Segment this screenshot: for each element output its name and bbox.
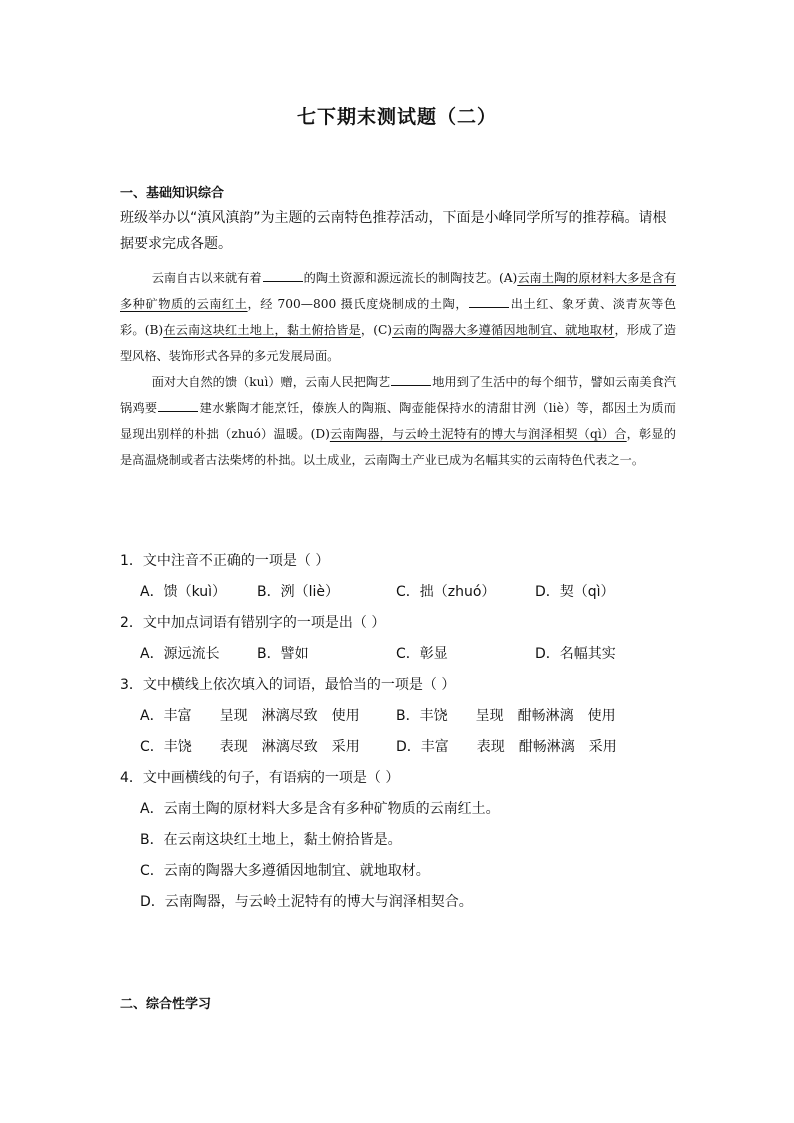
passage-text: 云南自古以来就有着: [151, 271, 262, 285]
option-b[interactable]: B．譬如: [257, 646, 309, 662]
option-c[interactable]: C．拙（zhuó）: [396, 584, 496, 600]
underlined-sentence-c: 云南的陶器大多遵循因地制宜、就地取材: [392, 323, 615, 337]
question-stem: 1．文中注音不正确的一项是（ ）: [120, 553, 330, 569]
question-options: [120, 701, 700, 732]
passage-text: ，彰显的是高温烧制或者古法柴烤的朴拙。以土成业，云南陶土产业已成为名幅其实的云南特色代表之一。: [120, 427, 676, 467]
passage-text: 面对大自然的馈（kuì）赠，云南人民把陶艺: [151, 375, 391, 389]
underlined-sentence-a: 云南土陶的原材料大多是含有多种矿物质的云南红土: [120, 271, 677, 311]
fill-blank: [391, 373, 431, 386]
page-title: 七下期末测试题（二）: [296, 106, 497, 128]
question-options: [120, 732, 700, 763]
underlined-sentence-d: 云南陶器，与云岭土泥特有的博大与润泽相契（qì）合: [329, 427, 627, 441]
passage-text: ，形成了造型风格、装饰形式各异的多元发展局面。: [120, 323, 677, 363]
passage-text: 地用到了生活中的每个细节，譬如云南美食汽锅鸡要: [120, 375, 676, 415]
question-stem: 2．文中加点词语有错别字的一项是出（ ）: [120, 615, 386, 631]
fill-blank: [263, 269, 303, 282]
option-d[interactable]: D．云南陶器，与云岭土泥特有的博大与润泽相契合。: [140, 894, 473, 910]
option-c[interactable]: C．云南的陶器大多遵循因地制宜、就地取材。: [140, 863, 430, 879]
passage-text: 建水紫陶才能烹饪，傣族人的陶瓶、陶壶能保持水的清甜甘洌（liè）等，都因土为质而显现出别样的朴拙（zhuó）温暖。(D): [120, 401, 676, 441]
option-a[interactable]: A．云南土陶的原材料大多是含有多种矿物质的云南红土。: [140, 801, 500, 817]
fill-blank: [158, 399, 198, 412]
passage-paragraph-1: [120, 265, 676, 369]
passage-paragraph-2: [120, 369, 676, 473]
underlined-sentence-b: 在云南这块红土地上，黏土俯拾皆是: [163, 323, 361, 337]
option-a[interactable]: A．馈（kuì）: [140, 584, 227, 600]
option-a[interactable]: A．丰富 呈现 淋漓尽致 使用: [140, 708, 360, 724]
option-c[interactable]: C．丰饶 表现 淋漓尽致 采用: [140, 739, 360, 755]
option-c[interactable]: C．彰显: [396, 646, 448, 662]
option-a[interactable]: A．源远流长: [140, 646, 220, 662]
option-b[interactable]: B．丰饶 呈现 酣畅淋漓 使用: [396, 708, 616, 724]
section-intro: 班级举办以“滇风滇韵”为主题的云南特色推荐活动，下面是小峰同学所写的推荐稿。请根据要求完成各题。: [120, 210, 667, 252]
option-d[interactable]: D．丰富 表现 酣畅淋漓 采用: [396, 739, 617, 755]
question-options: [120, 639, 700, 670]
option-b[interactable]: B．洌（liè）: [257, 584, 339, 600]
passage-text: ，经 700—800 摄氏度烧制成的土陶，: [247, 297, 469, 311]
passage-text: 出土红、象牙黄、淡青灰等色彩。(B): [120, 297, 677, 337]
passage-text: ，(C): [360, 323, 393, 337]
option-b[interactable]: B．在云南这块红土地上，黏土俯拾皆是。: [140, 832, 402, 848]
question-stem: 3．文中横线上依次填入的词语，最恰当的一项是（ ）: [120, 677, 456, 693]
question-list: [120, 546, 700, 918]
fill-blank: [469, 295, 509, 308]
question-options: [120, 577, 700, 608]
passage-text: 的陶土资源和源远流长的制陶技艺。(A): [303, 271, 518, 285]
option-d[interactable]: D．名幅其实: [535, 646, 616, 662]
option-d[interactable]: D．契（qì）: [535, 584, 615, 600]
section-heading-integrated: 二、综合性学习: [120, 997, 212, 1012]
reading-passage: [120, 265, 676, 473]
question-stem: 4．文中画横线的句子，有语病的一项是（ ）: [120, 770, 400, 786]
section-heading-basics: 一、基础知识综合: [120, 186, 225, 201]
